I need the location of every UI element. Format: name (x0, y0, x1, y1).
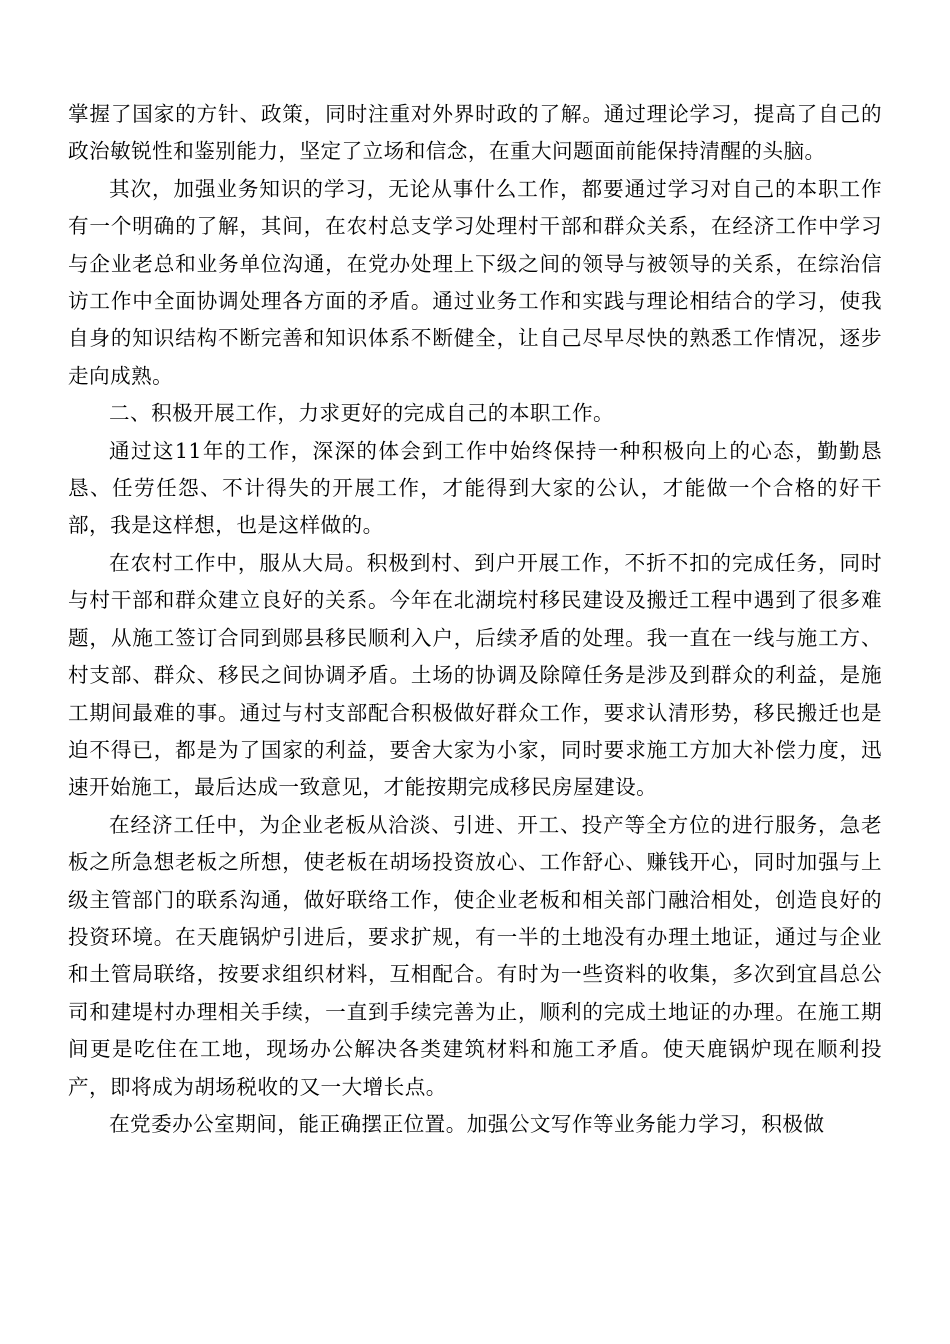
paragraph-rural-work: 在农村工作中，服从大局。积极到村、到户开展工作，不折不扣的完成任务，同时与村干部和群众建立良好的关系。今年在北湖垸村移民建设及搬迁工程中遇到了很多难题，从施工签订合同到郧县移民顺利入户，后续矛盾的处理。我一直在一线与施工方、村支部、群众、移民之间协调矛盾。土场的协调及除障任务是涉及到群众的利益，是施工期间最难的事。通过与村支部配合积极做好群众工作，要求认清形势，移民搬迁也是迫不得已，都是为了国家的利益，要舍大家为小家，同时要求施工方加大补偿力度，迅速开始施工，最后达成一致意见，才能按期完成移民房屋建设。 (68, 550, 882, 800)
paragraph-continuation: 掌握了国家的方针、政策，同时注重对外界时政的了解。通过理论学习，提高了自己的政治敏锐性和鉴别能力，坚定了立场和信念，在重大问题面前能保持清醒的头脑。 (68, 102, 882, 164)
paragraph-economic-work: 在经济工任中，为企业老板从洽淡、引进、开工、投产等全方位的进行服务，急老板之所急想老板之所想，使老板在胡场投资放心、工作舒心、赚钱开心，同时加强与上级主管部门的联系沟通，做好联络工作，使企业老板和相关部门融洽相处，创造良好的投资环境。在天鹿锅炉引进后，要求扩规，有一半的土地没有办理土地证，通过与企业和土管局联络，按要求组织材料，互相配合。有时为一些资料的收集，多次到宜昌总公司和建堤村办理相关手续，一直到手续完善为止，顺利的完成土地证的办理。在施工期间更是吃住在工地，现场办公解决各类建筑材料和施工矛盾。使天鹿锅炉现在顺利投产，即将成为胡场税收的又一大增长点。 (68, 812, 882, 1099)
paragraph-work-attitude: 通过这11年的工作，深深的体会到工作中始终保持一种积极向上的心态，勤勤恳恳、任劳任怨、不计得失的开展工作，才能得到大家的公认，才能做一个合格的好干部，我是这样想，也是这样做的。 (68, 438, 882, 538)
document-body (68, 96, 882, 1143)
paragraph-business-study: 其次，加强业务知识的学习，无论从事什么工作，都要通过学习对自己的本职工作有一个明确的了解，其间，在农村总支学习处理村干部和群众关系，在经济工作中学习与企业老总和业务单位沟通，在党办处理上下级之间的领导与被领导的关系，在综治信访工作中全面协调处理各方面的矛盾。通过业务工作和实践与理论相结合的学习，使我自身的知识结构不断完善和知识体系不断健全，让自己尽早尽快的熟悉工作情况，逐步走向成熟。 (68, 176, 882, 388)
paragraph-party-office: 在党委办公室期间，能正确摆正位置。加强公文写作等业务能力学习，积极做 (109, 1111, 825, 1136)
section-heading-two: 二、积极开展工作，力求更好的完成自己的本职工作。 (109, 401, 615, 426)
